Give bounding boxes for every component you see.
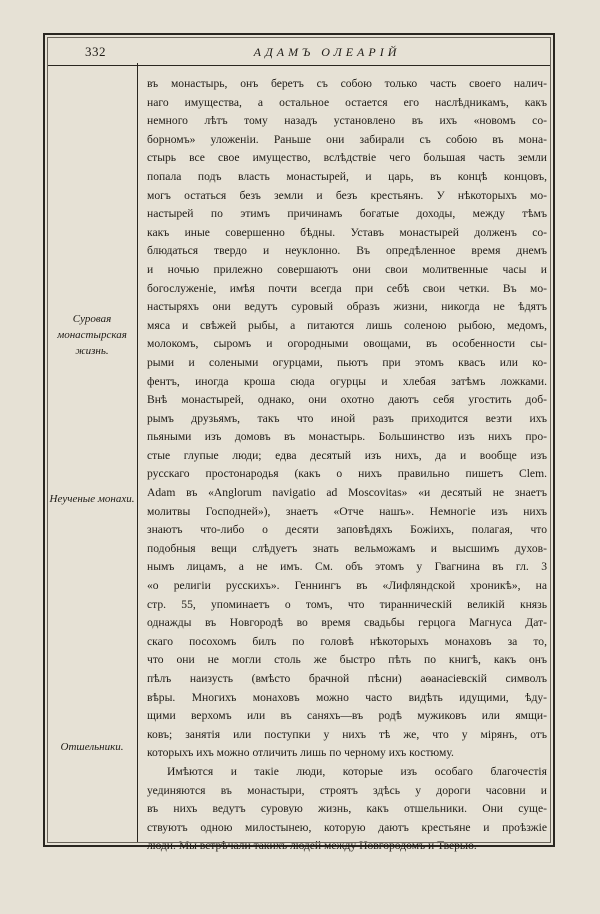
text-line: рыми и солеными огурцами, пьютъ при этомъ квасъ или ко- xyxy=(147,355,547,369)
text-line: немного лѣтъ тому назадъ установлено въ ихъ «новомъ со- xyxy=(147,114,547,128)
page-frame xyxy=(43,33,555,853)
text-line: Имѣются и такіе люди, которые изъ особаго благочестія xyxy=(167,764,547,778)
body-text xyxy=(147,75,547,856)
text-line: люди. Мы встрѣчали такихъ людей между Новгородомъ и Тверью. xyxy=(147,839,477,853)
text-line: скаго посохомъ билъ по головѣ нѣкоторыхъ монаховъ за то, xyxy=(147,634,547,648)
text-line: вѣры. Многихъ монаховъ можно часто видѣть идущими, ѣду- xyxy=(147,690,547,704)
text-line: могъ остаться безъ земли и безъ крестьянъ. У нѣкоторыхъ мо- xyxy=(147,188,547,202)
text-line: мяса и свѣжей рыбы, а питаются лишь соленою рыбою, медомъ, xyxy=(147,318,547,332)
text-line: молитвы Господней»), знаетъ «Отче нашъ». Немногіе изъ нихъ xyxy=(147,504,547,518)
text-line: молокомъ, сыромъ и огородными овощами, въ особенности сы- xyxy=(147,337,547,351)
text-line: въ монастырь, онъ беретъ съ собою только часть своего налич- xyxy=(147,77,547,90)
text-line: знаютъ что-либо о десяти заповѣдяхъ Божіихъ, полагая, что xyxy=(147,523,547,537)
text-line: однажды въ Новгородѣ во время свадьбы герцога Магнуса Дат- xyxy=(147,616,547,630)
text-line: щими верхомъ или въ саняхъ—въ родѣ мужиковъ или ямщи- xyxy=(147,709,547,723)
text-line: ковъ; занятія или поступки у нихъ тѣ же, что у мірянъ, отъ xyxy=(147,727,547,741)
text-line: которыхъ ихъ можно отличить лишь по черному ихъ костюму. xyxy=(147,746,454,760)
text-line: уединяются въ монастыри, строятъ здѣсь у дороги часовни и xyxy=(147,783,547,797)
text-line: стырь все свое имущество, вслѣдствіе чего большая часть земли xyxy=(147,151,547,165)
text-line: подобныя вещи слѣдуетъ знать вельможамъ и высшимъ духов- xyxy=(147,541,547,555)
text-line: «о религіи русскихъ». Геннингъ въ «Лифляндской хроникѣ», на xyxy=(147,579,547,593)
text-line: стые глупые люди; едва десятый изъ нихъ, да и вообще изъ xyxy=(147,448,547,462)
text-line: пьяными изъ домовъ въ монастырь. Большинство изъ нихъ про- xyxy=(147,430,547,444)
margin-note-unlearned-monks: Неученые монахи. xyxy=(49,493,135,505)
text-line: рымъ друзьямъ, такъ что иной разъ приходится везти ихъ xyxy=(147,411,547,425)
text-line: что они не могли столь же быстро пѣть по книгѣ, какъ онъ xyxy=(147,653,547,667)
text-line: ствуютъ одною милостынею, которую даютъ крестьяне и проѣзжіе xyxy=(147,820,547,834)
paragraph xyxy=(147,763,547,856)
page-number: 332 xyxy=(85,44,106,59)
page-header xyxy=(47,37,551,66)
text-line: и ночью прилежно совершаютъ они свои молитвенные часы и xyxy=(147,262,547,276)
text-line: Внѣ монастырей, однако, они охотно даютъ себя угостить доб- xyxy=(147,393,547,407)
text-line: русскаго простонародья (какъ о нихъ правильно пишетъ Clem. xyxy=(147,467,547,481)
text-line: пѣлъ наизусть (вмѣсто брачной пѣсни) аѳанасіевскій символъ xyxy=(147,672,547,685)
margin-divider xyxy=(137,63,138,843)
text-line: блюдаться твердо и неуклонно. Въ опредѣленное время днемъ xyxy=(147,244,547,258)
text-line: попала подъ власть монастырей, и царь, въ концѣ концовъ, xyxy=(147,169,547,183)
margin-note-hermits: Отшельники. xyxy=(60,741,124,753)
paragraph xyxy=(147,75,547,763)
text-line: настыряхъ они ведутъ суровый образъ жизни, никогда не ѣдятъ xyxy=(147,300,547,314)
text-line: нымъ лицамъ, а не имъ. См. объ этомъ у Гвагнина въ гл. 3 xyxy=(147,560,547,574)
text-line: настырей по этимъ причинамъ богатые доходы, между тѣмъ xyxy=(147,207,547,221)
text-line: богослуженіе, имѣя почти всегда при себѣ свои четки. Въ мо- xyxy=(147,281,547,295)
margin-note-severe-life: Суровая монастырская жизнь. xyxy=(57,313,127,357)
text-line: наго имущества, а остальное остается его наслѣдникамъ, какъ xyxy=(147,95,547,109)
text-line: фентъ, иногда кроша сюда огурцы и хлебая затѣмъ ложками. xyxy=(147,374,547,388)
text-line: какъ иные совершенно бѣдны. Уставъ монастырей долженъ со- xyxy=(147,225,547,239)
text-line: борномъ» уложеніи. Раньше они забирали съ собою въ мона- xyxy=(147,132,547,146)
text-line: въ нихъ ведутъ суровую жизнь, какъ отшельники. Они суще- xyxy=(147,802,547,816)
text-line: Adam въ «Anglorum navigatio ad Moscovitas» «и десятый не знаетъ xyxy=(147,486,547,500)
text-line: стр. 55, упоминаетъ о томъ, что тиранническій великій князь xyxy=(147,597,547,611)
running-title: АДАМЪ ОЛЕАРІЙ xyxy=(253,45,401,59)
